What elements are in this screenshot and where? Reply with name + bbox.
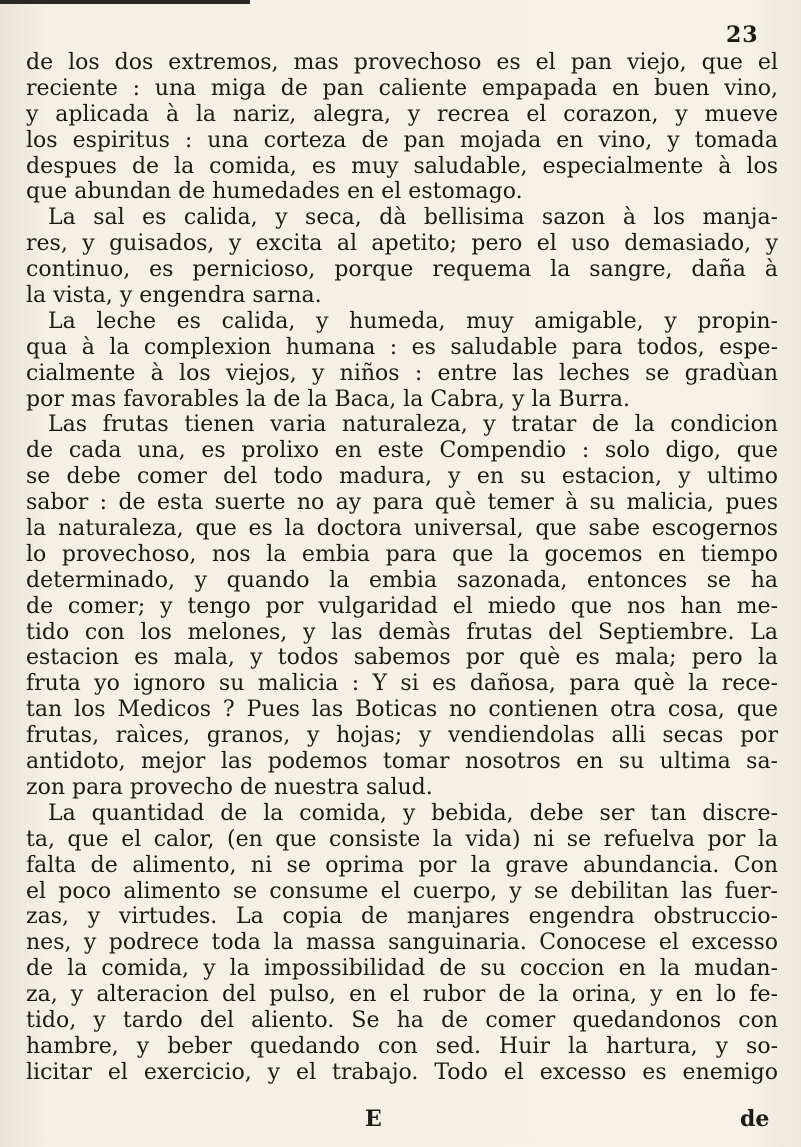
text-line: por mas favorables la de la Baca, la Cabra, y la Burra. bbox=[26, 386, 631, 412]
text-line: continuo, es pernicioso, porque requema la sangre, daña à bbox=[26, 257, 778, 283]
text-line: se debe comer del todo madura, y en su estacion, y ultimo bbox=[26, 464, 778, 490]
text-line: sabor : de esta suerte no ay para què temer à su malicia, pues bbox=[26, 490, 778, 516]
text-line: los espiritus : una corteza de pan mojada en vino, y tomada bbox=[26, 127, 778, 153]
text-line: despues de la comida, es muy saludable, especialmente à los bbox=[26, 153, 778, 179]
text-line: antidoto, mejor las podemos tomar nosotros en su ultima sa- bbox=[26, 749, 778, 775]
text-line: frutas, raìces, granos, y hojas; y vendiendolas alli secas por bbox=[26, 723, 778, 749]
text-line: lo provechoso, nos la embia para que la gocemos en tiempo bbox=[26, 541, 778, 567]
text-line: de cada una, es prolixo en este Compendio : solo digo, que bbox=[26, 438, 778, 464]
paragraph-start-line: La quantidad de la comida, y bebida, debe ser tan discre- bbox=[48, 800, 778, 826]
text-line: tido con los melones, y las demàs frutas del Septiembre. La bbox=[26, 619, 778, 645]
text-line: falta de alimento, ni se oprima por la grave abundancia. Con bbox=[26, 852, 778, 878]
text-line: res, y guisados, y excita al apetito; pero el uso demasiado, y bbox=[26, 231, 778, 257]
paragraph-start-line: La leche es calida, y humeda, muy amigable, y propin- bbox=[48, 308, 778, 334]
text-line: de los dos extremos, mas provechoso es el pan viejo, que el bbox=[26, 50, 778, 75]
signature-mark: E bbox=[365, 1106, 382, 1132]
text-line: zas, y virtudes. La copia de manjares engendra obstruccio- bbox=[26, 904, 778, 930]
text-line: nes, y podrece toda la massa sanguinaria. Conocese el excesso bbox=[26, 930, 778, 956]
text-line: fruta yo ignoro su malicia : Y si es dañosa, para què la rece- bbox=[26, 671, 778, 697]
text-line: qua à la complexion humana : es saludable para todos, espe- bbox=[26, 334, 778, 360]
text-line: determinado, y quando la embia sazonada, entonces se ha bbox=[26, 567, 778, 593]
text-line: y aplicada à la nariz, alegra, y recrea el corazon, y mueve bbox=[26, 101, 778, 127]
text-line: za, y alteracion del pulso, en el rubor de la orina, y en lo fe- bbox=[26, 982, 778, 1008]
body-text bbox=[26, 50, 778, 1086]
page-footer bbox=[0, 1106, 801, 1140]
text-line: tan los Medicos ? Pues las Boticas no contienen otra cosa, que bbox=[26, 697, 778, 723]
paragraph-start-line: La sal es calida, y seca, dà bellisima sazon à los manja- bbox=[48, 205, 778, 231]
text-line: ta, que el calor, (en que consiste la vida) ni se refuelva por la bbox=[26, 826, 778, 852]
text-line: estacion es mala, y todos sabemos por què es mala; pero la bbox=[26, 645, 778, 671]
text-line: el poco alimento se consume el cuerpo, y se debilitan las fuer- bbox=[26, 878, 778, 904]
text-line: reciente : una miga de pan caliente empapada en buen vino, bbox=[26, 75, 778, 101]
catchword: de bbox=[740, 1106, 770, 1132]
page-number: 23 bbox=[726, 22, 759, 48]
text-line: de comer; y tengo por vulgaridad el miedo que nos han me- bbox=[26, 593, 778, 619]
paragraph-start-line: Las frutas tienen varia naturaleza, y tratar de la condicion bbox=[48, 412, 778, 438]
text-line: hambre, y beber quedando con sed. Huir la hartura, y so- bbox=[26, 1033, 778, 1059]
top-border-rule bbox=[0, 0, 250, 4]
text-line: que abundan de humedades en el estomago. bbox=[26, 179, 523, 205]
text-line: la vista, y engendra sarna. bbox=[26, 283, 322, 309]
text-line: la naturaleza, que es la doctora universal, que sabe escogernos bbox=[26, 516, 778, 542]
text-line: zon para provecho de nuestra salud. bbox=[26, 774, 433, 800]
text-line: licitar el exercicio, y el trabajo. Todo el excesso es enemigo bbox=[26, 1059, 778, 1085]
text-line: tido, y tardo del aliento. Se ha de comer quedandonos con bbox=[26, 1007, 778, 1033]
text-line: de la comida, y la impossibilidad de su coccion en la mudan- bbox=[26, 956, 778, 982]
text-line: cialmente à los viejos, y niños : entre las leches se gradùan bbox=[26, 360, 778, 386]
